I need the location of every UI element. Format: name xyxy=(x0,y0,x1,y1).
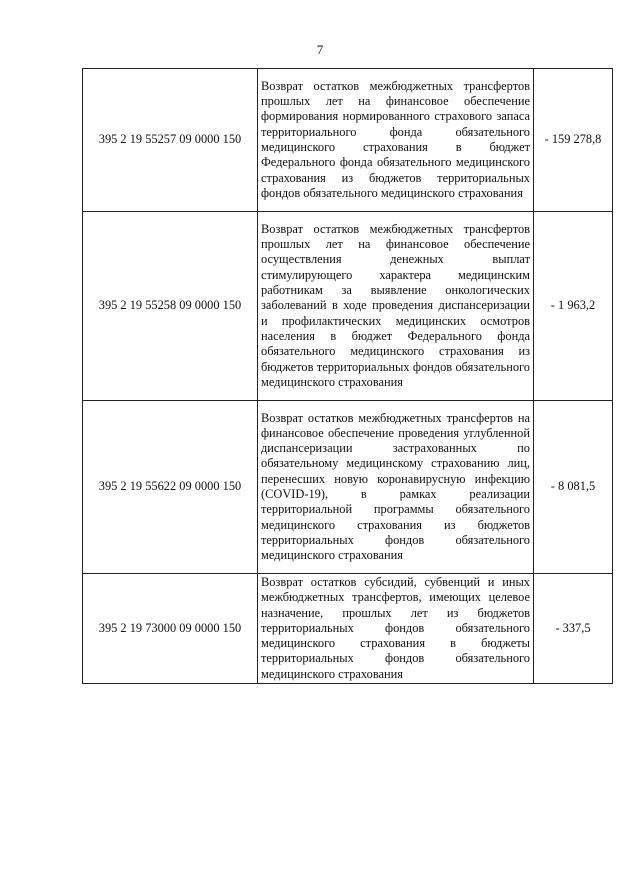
table-row xyxy=(83,574,613,684)
amount-cell: - 8 081,5 xyxy=(534,401,613,574)
amount-cell: - 337,5 xyxy=(534,574,613,684)
budget-table xyxy=(82,68,613,684)
table-row xyxy=(83,401,613,574)
description-cell: Возврат остатков межбюджетных трансфертов прошлых лет на финансовое обеспечение формирования нормированного страхового запаса территориального фонда обязательного медицинского страхования в бюджет Федерального фонда обязательного медицинского страхования из бюджетов территориальных фондов обязательного медицинского страхования xyxy=(258,69,534,212)
description-cell: Возврат остатков межбюджетных трансфертов прошлых лет на финансовое обеспечение осуществления денежных выплат стимулирующего характера медицинским работникам за выявление онкологических заболеваний в ходе проведения диспансеризации и профилактических медицинских осмотров населения в бюджет Федерального фонда обязательного медицинского страхования из бюджетов территориальных фондов обязательного медицинского страхования xyxy=(258,212,534,401)
page-number: 7 xyxy=(316,42,324,57)
budget-code-cell: 395 2 19 55622 09 0000 150 xyxy=(83,401,258,574)
description-cell: Возврат остатков межбюджетных трансфертов на финансовое обеспечение проведения углубленной диспансеризации застрахованных по обязательному медицинскому страхованию лиц, перенесших новую коронавирусную инфекцию (COVID-19), в рамках реализации территориальной программы обязательного медицинского страхования из бюджетов территориальных фондов обязательного медицинского страхования xyxy=(258,401,534,574)
description-cell: Возврат остатков субсидий, субвенций и иных межбюджетных трансфертов, имеющих целевое назначение, прошлых лет из бюджетов территориальных фондов обязательного медицинского страхования в бюджеты территориальных фондов обязательного медицинского страхования xyxy=(258,574,534,684)
budget-code-cell: 395 2 19 55257 09 0000 150 xyxy=(83,69,258,212)
budget-code-cell: 395 2 19 73000 09 0000 150 xyxy=(83,574,258,684)
amount-cell: - 159 278,8 xyxy=(534,69,613,212)
table-row xyxy=(83,212,613,401)
budget-code-cell: 395 2 19 55258 09 0000 150 xyxy=(83,212,258,401)
table-row xyxy=(83,69,613,212)
amount-cell: - 1 963,2 xyxy=(534,212,613,401)
